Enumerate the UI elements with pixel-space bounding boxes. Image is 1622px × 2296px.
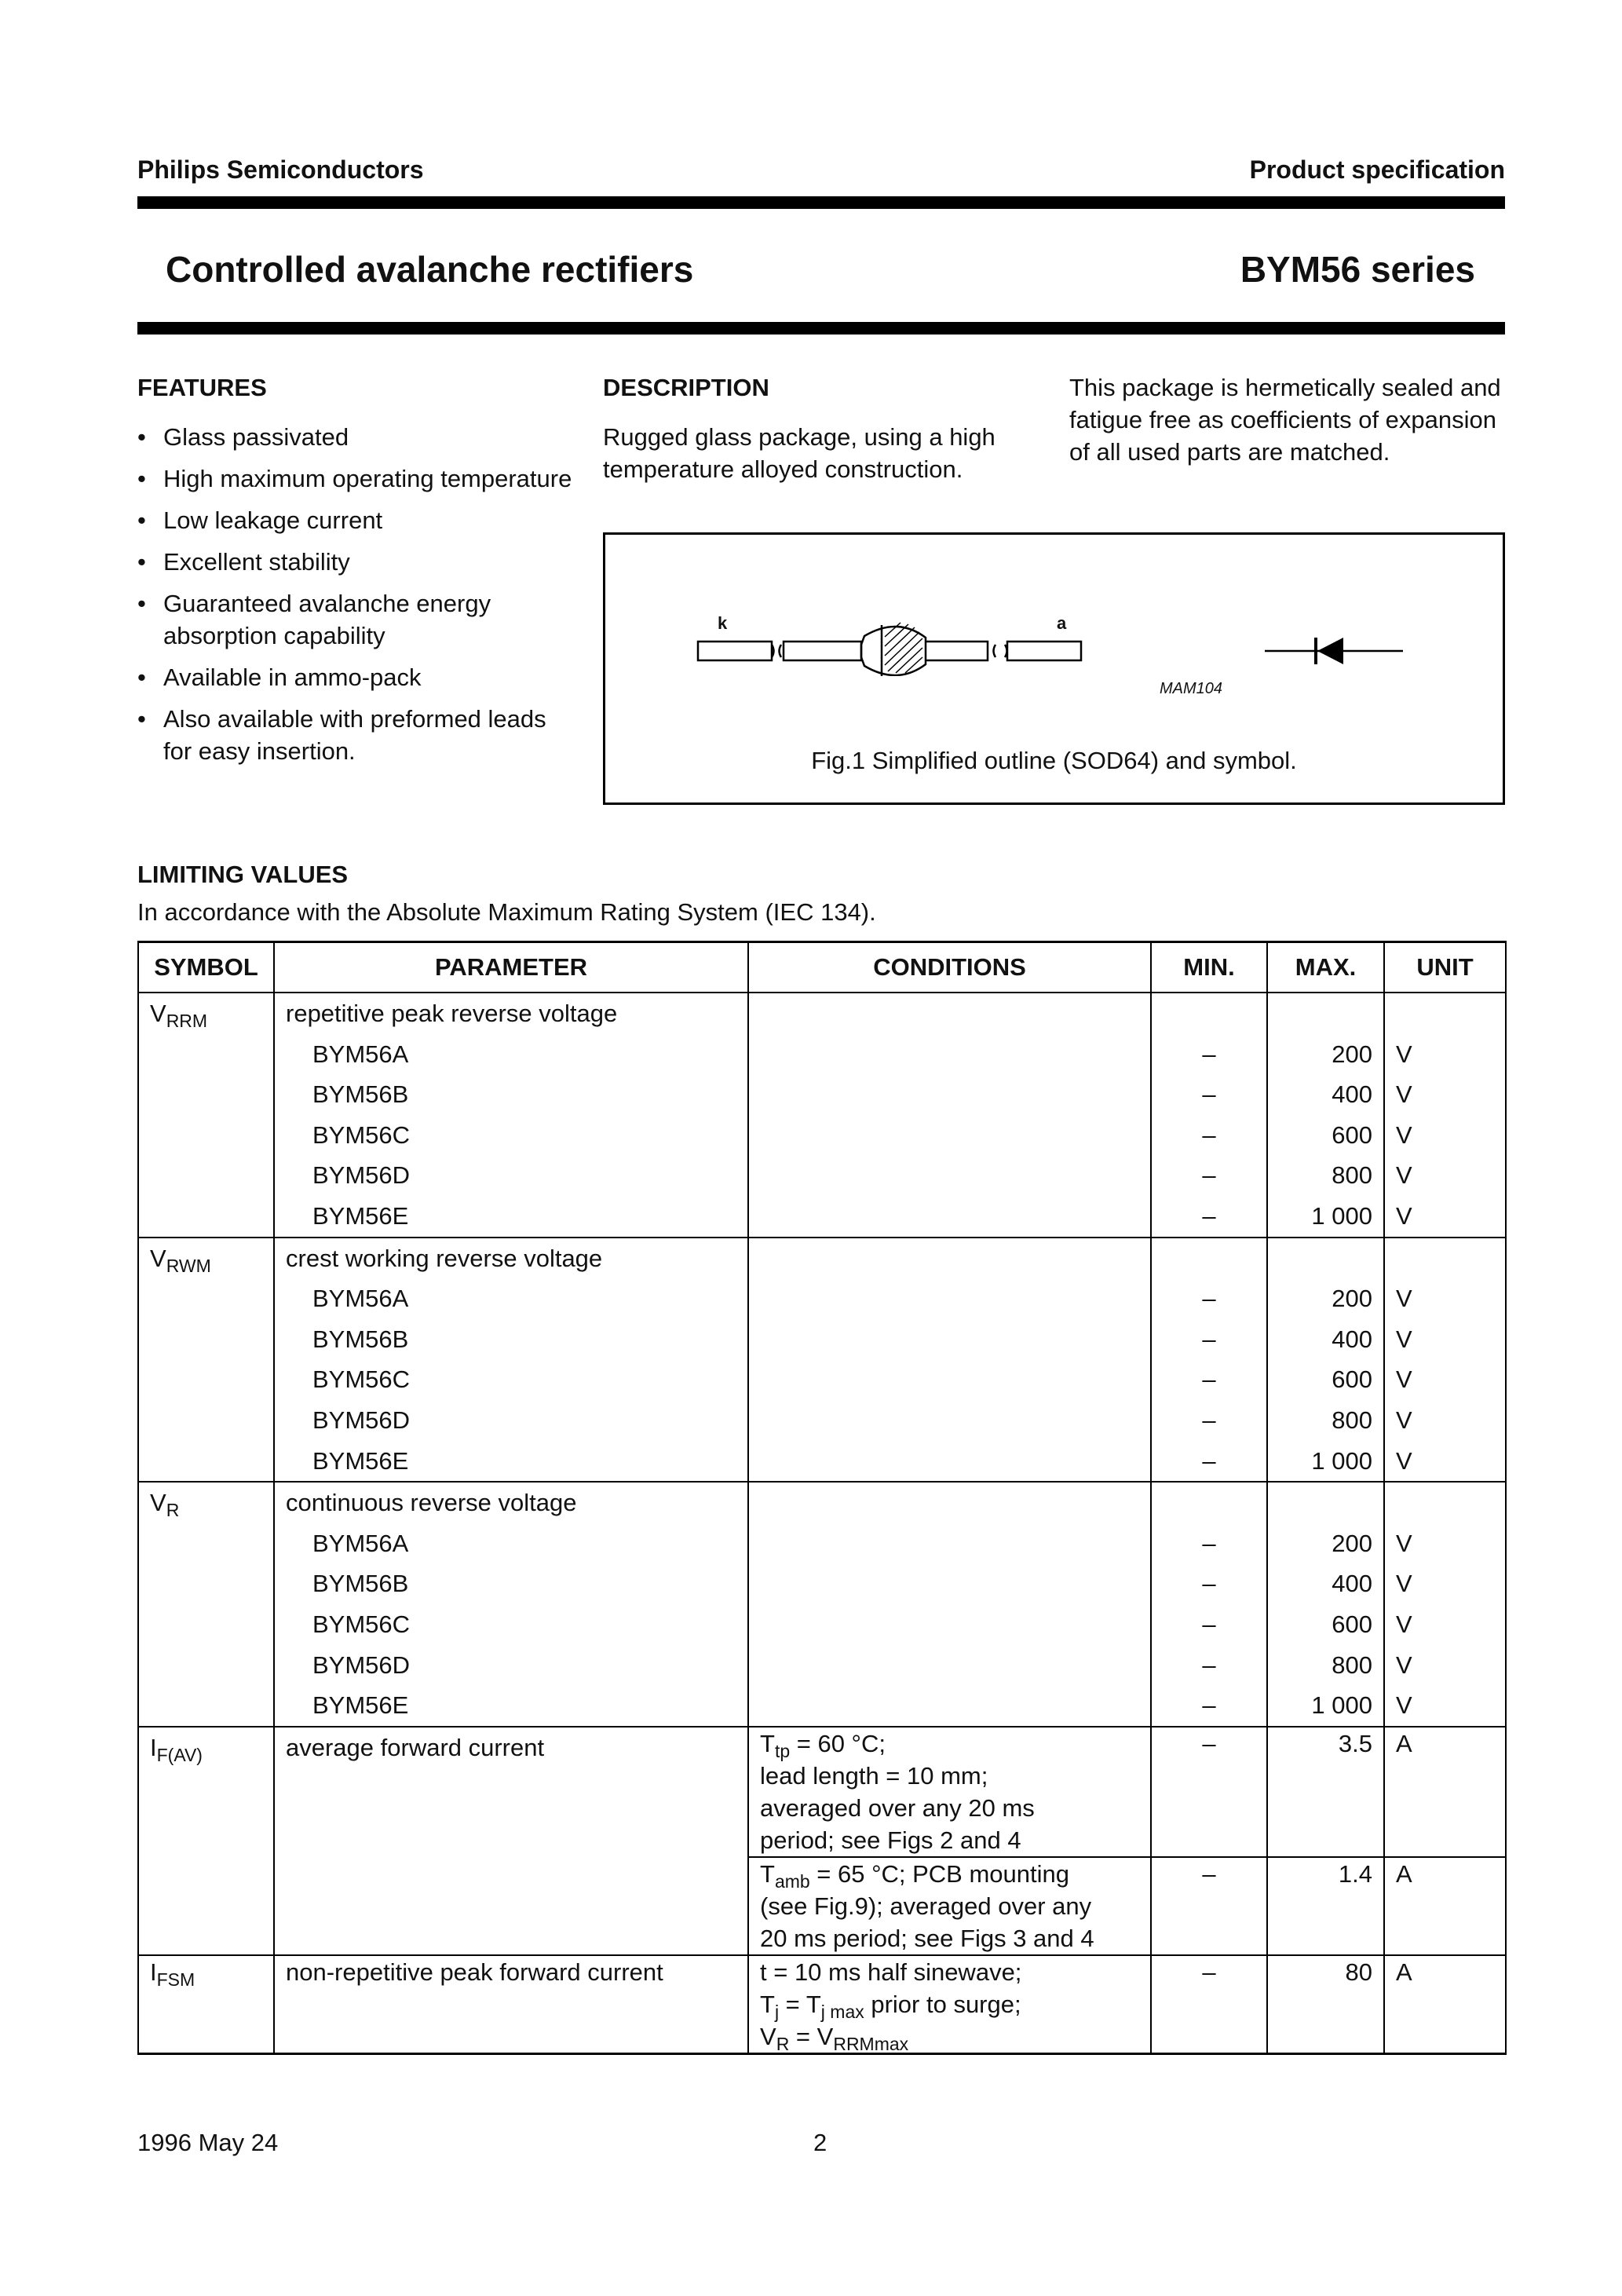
title-rule bbox=[137, 322, 1505, 335]
footer-date: 1996 May 24 bbox=[137, 2129, 279, 2156]
min-cell: – – – – – bbox=[1151, 993, 1267, 1238]
table-row bbox=[138, 1482, 1506, 1727]
features-list bbox=[137, 421, 577, 767]
conditions-cell bbox=[748, 993, 1151, 1238]
column-header: MAX. bbox=[1267, 942, 1384, 993]
parameter-cell: crest working reverse voltage BYM56A BYM56B BYM56C BYM56D BYM56E bbox=[274, 1238, 748, 1483]
conditions-cell: $T_{amb} = 65$ °C; PCB mounting (see Fig.9); averaged over any 20 ms period; see Figs 3 and 4 bbox=[748, 1857, 1151, 1955]
feature-item: • Excellent stability bbox=[137, 546, 577, 578]
min-cell: – – – – – bbox=[1151, 1238, 1267, 1483]
document-title: Controlled avalanche rectifiers bbox=[166, 249, 694, 290]
conditions-cell: t = 10 ms half sinewave; $T_j = T_{j max}$ prior to surge; $V_R = V_{RRMmax}$ bbox=[748, 1955, 1151, 2054]
symbol-cell: $V_R$ bbox=[138, 1482, 274, 1727]
limiting-values-subtitle: In accordance with the Absolute Maximum Rating System (IEC 134). bbox=[137, 898, 876, 926]
description-section bbox=[603, 374, 1027, 485]
header-rule bbox=[137, 196, 1505, 209]
min-cell: – – – – – bbox=[1151, 1482, 1267, 1727]
description-text: Rugged glass package, using a high temperature alloyed construction. bbox=[603, 423, 995, 483]
unit-cell: A bbox=[1384, 1727, 1506, 1857]
parameter-cell: repetitive peak reverse voltage BYM56A BYM56B BYM56C BYM56D BYM56E bbox=[274, 993, 748, 1238]
max-cell: 200 400 600 800 1 000 bbox=[1267, 1482, 1384, 1727]
symbol-cell: $I_{F(AV)}$ bbox=[138, 1727, 274, 1955]
max-cell: 3.5 bbox=[1267, 1727, 1384, 1857]
feature-item: • Guaranteed avalanche energy absorption capability bbox=[137, 587, 577, 652]
column-header: MIN. bbox=[1151, 942, 1267, 993]
feature-item: • High maximum operating temperature bbox=[137, 462, 577, 495]
figure-code: MAM104 bbox=[1160, 680, 1223, 697]
max-cell: 200 400 600 800 1 000 bbox=[1267, 1238, 1384, 1483]
feature-item: • Also available with preformed leads for easy insertion. bbox=[137, 703, 577, 767]
min-cell: – bbox=[1151, 1955, 1267, 2054]
description-heading: DESCRIPTION bbox=[603, 374, 769, 401]
column-header: PARAMETER bbox=[274, 942, 748, 993]
feature-item: • Low leakage current bbox=[137, 504, 577, 536]
limiting-values-heading: LIMITING VALUES bbox=[137, 861, 349, 888]
unit-cell: A bbox=[1384, 1857, 1506, 1955]
unit-cell: A bbox=[1384, 1955, 1506, 2054]
max-cell: 1.4 bbox=[1267, 1857, 1384, 1955]
symbol-cell: $V_{RWM}$ bbox=[138, 1238, 274, 1483]
table-header-row bbox=[138, 942, 1506, 993]
cathode-label: k bbox=[718, 613, 728, 633]
min-cell: – bbox=[1151, 1857, 1267, 1955]
anode-label: a bbox=[1057, 613, 1067, 633]
column-header: SYMBOL bbox=[138, 942, 274, 993]
conditions-cell bbox=[748, 1238, 1151, 1483]
conditions-cell bbox=[748, 1482, 1151, 1727]
limiting-values-table bbox=[137, 941, 1507, 2055]
table-row bbox=[138, 1238, 1506, 1483]
max-cell: 80 bbox=[1267, 1955, 1384, 2054]
description-text-continued: This package is hermetically sealed and fatigue free as coefficients of expansion of all used parts are matched. bbox=[1069, 374, 1501, 466]
symbol-cell: $V_{RRM}$ bbox=[138, 993, 274, 1238]
min-cell: – bbox=[1151, 1727, 1267, 1857]
column-header: CONDITIONS bbox=[748, 942, 1151, 993]
figure-box bbox=[603, 532, 1505, 805]
document-type: Product specification bbox=[1249, 155, 1505, 184]
unit-cell: V V V V V bbox=[1384, 1482, 1506, 1727]
features-heading: FEATURES bbox=[137, 374, 267, 401]
conditions-cell: $T_{tp} = 60$ °C; lead length = 10 mm; averaged over any 20 ms period; see Figs 2 and 4 bbox=[748, 1727, 1151, 1857]
page-number: 2 bbox=[813, 2129, 827, 2156]
parameter-cell: average forward current bbox=[274, 1727, 748, 1955]
feature-item: • Available in ammo-pack bbox=[137, 661, 577, 693]
figure-caption: Fig.1 Simplified outline (SOD64) and symbol. bbox=[811, 747, 1297, 774]
unit-cell: V V V V V bbox=[1384, 1238, 1506, 1483]
symbol-cell: $I_{FSM}$ bbox=[138, 1955, 274, 2054]
table-row bbox=[138, 1727, 1506, 1857]
features-section bbox=[137, 374, 577, 777]
table-row bbox=[138, 1955, 1506, 2054]
feature-item: • Glass passivated bbox=[137, 421, 577, 453]
series-title: BYM56 series bbox=[1240, 249, 1475, 290]
diode-outline-figure bbox=[605, 535, 1503, 676]
parameter-cell: non-repetitive peak forward current bbox=[274, 1955, 748, 2054]
table-row bbox=[138, 993, 1506, 1238]
parameter-cell: continuous reverse voltage BYM56A BYM56B BYM56C BYM56D BYM56E bbox=[274, 1482, 748, 1727]
max-cell: 200 400 600 800 1 000 bbox=[1267, 993, 1384, 1238]
unit-cell: V V V V V bbox=[1384, 993, 1506, 1238]
company-name: Philips Semiconductors bbox=[137, 155, 424, 184]
column-header: UNIT bbox=[1384, 942, 1506, 993]
